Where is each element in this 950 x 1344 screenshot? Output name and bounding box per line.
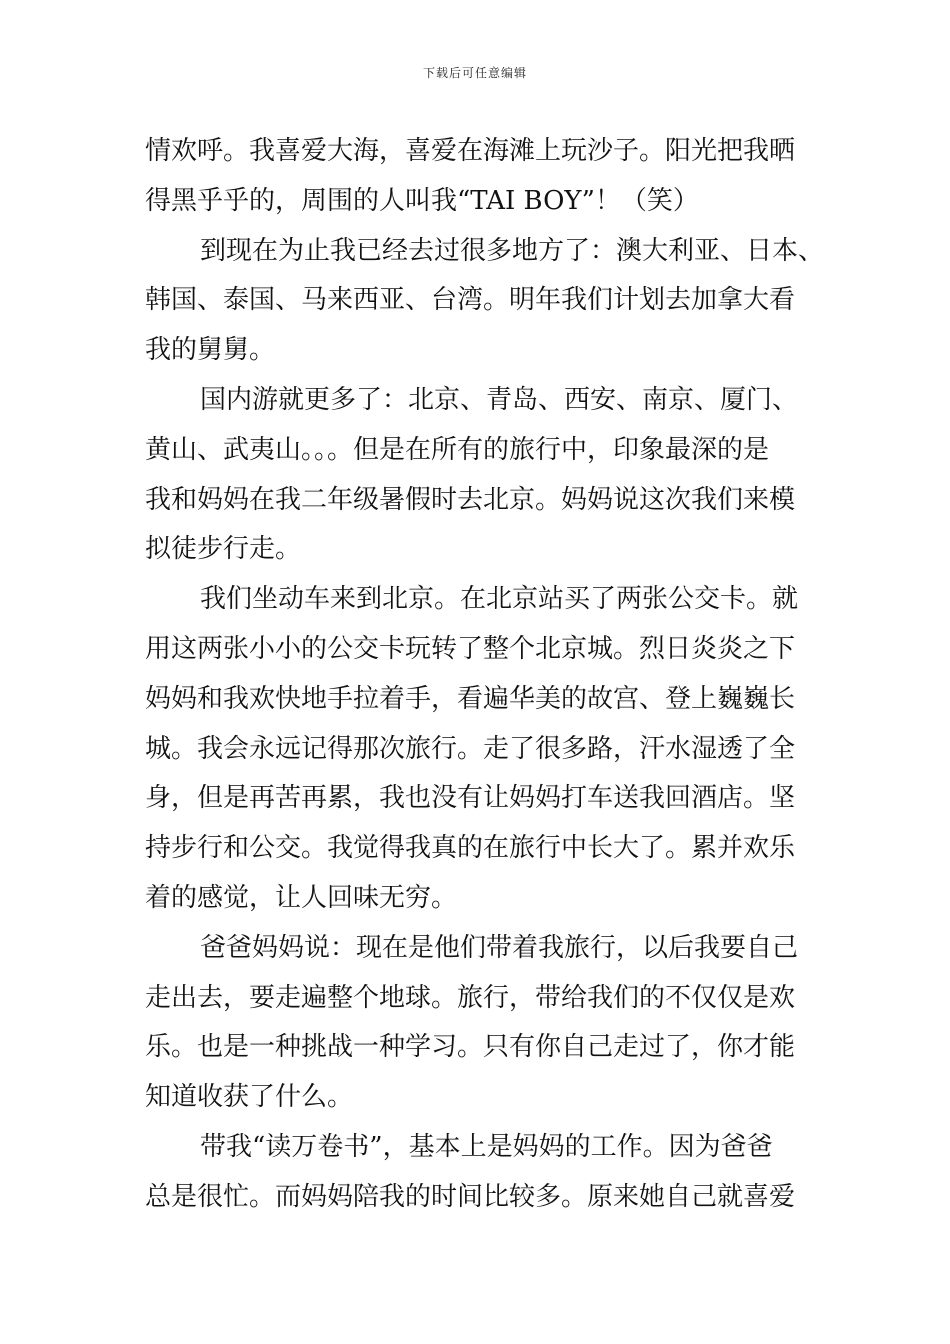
paragraph-first-line: 爸爸妈妈说：现在是他们带着我旅行，以后我要自己 <box>200 932 799 963</box>
text-line: 知道收获了什么。 <box>145 1082 354 1113</box>
text-line: 持步行和公交。我觉得我真的在旅行中长大了。累并欢乐 <box>145 833 796 864</box>
text-line: 妈妈和我欢快地手拉着手，看遍华美的故宫、登上巍巍长 <box>145 683 796 714</box>
document-body <box>145 127 835 1223</box>
text-line: 走出去，要走遍整个地球。旅行，带给我们的不仅仅是欢 <box>145 982 796 1013</box>
text-line: 韩国、泰国、马来西亚、台湾。明年我们计划去加拿大看 <box>145 285 796 316</box>
text-line: 着的感觉，让人回味无穷。 <box>145 882 458 913</box>
text-line: 黄山、武夷山。。。但是在所有的旅行中，印象最深的是 <box>145 434 770 465</box>
paragraph-first-line: 带我“读万卷书”，基本上是妈妈的工作。因为爸爸 <box>200 1131 773 1162</box>
text-line: 情欢呼。我喜爱大海，喜爱在海滩上玩沙子。阳光把我晒 <box>145 136 796 166</box>
text-line: 我和妈妈在我二年级暑假时去北京。妈妈说这次我们来模 <box>145 484 796 515</box>
page-header: 下载后可任意编辑 <box>422 66 527 80</box>
paragraph-first-line: 到现在为止我已经去过很多地方了：澳大利亚、日本、 <box>200 235 825 266</box>
text-line: 总是很忙。而妈妈陪我的时间比较多。原来她自己就喜爱 <box>145 1181 796 1212</box>
paragraph-first-line: 我们坐动车来到北京。在北京站买了两张公交卡。就 <box>200 584 799 615</box>
text-line: 得黑乎乎的，周围的人叫我“TAI BOY”！（笑） <box>145 185 699 216</box>
text-line: 城。我会永远记得那次旅行。走了很多路，汗水湿透了全 <box>145 733 796 764</box>
text-line: 用这两张小小的公交卡玩转了整个北京城。烈日炎炎之下 <box>145 633 796 664</box>
text-line: 乐。也是一种挑战一种学习。只有你自己走过了，你才能 <box>145 1032 796 1063</box>
text-line: 拟徒步行走。 <box>145 534 302 565</box>
paragraph-first-line: 国内游就更多了：北京、青岛、西安、南京、厦门、 <box>200 384 799 415</box>
text-line: 我的舅舅。 <box>145 335 276 366</box>
text-line: 身，但是再苦再累，我也没有让妈妈打车送我回酒店。坚 <box>145 783 796 814</box>
